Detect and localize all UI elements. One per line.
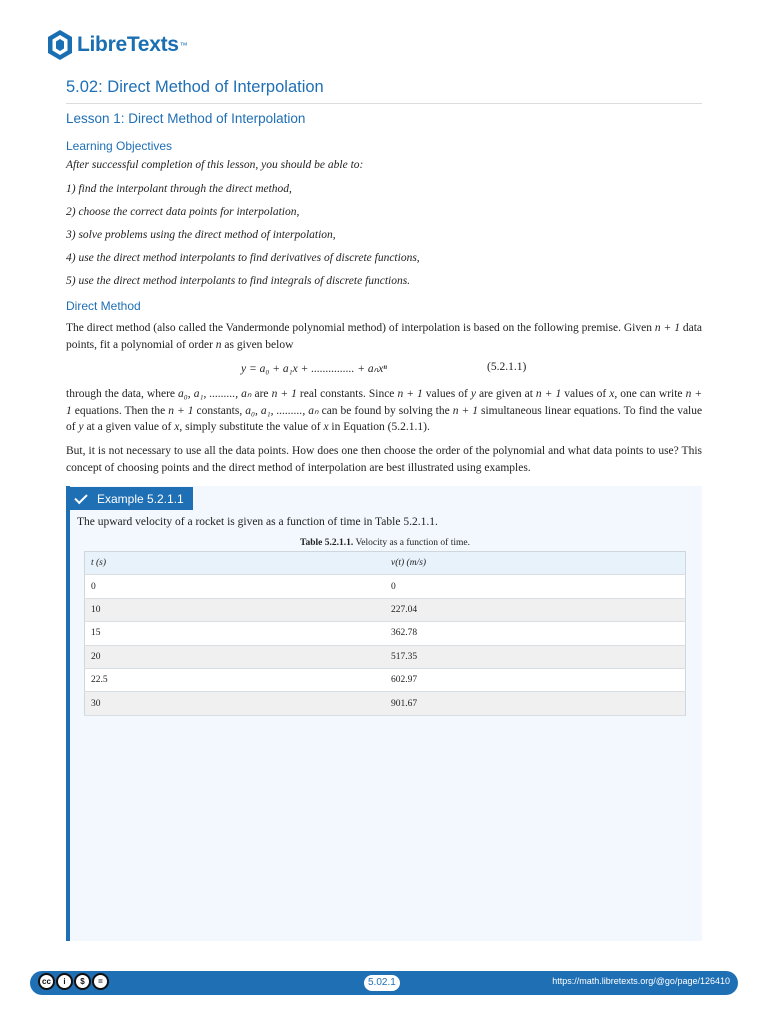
text-run: simultaneous linear equations. To find the value of	[66, 404, 703, 433]
table-cell: 30	[85, 692, 386, 715]
logo-tm: ™	[179, 40, 188, 50]
math-x: x	[174, 421, 180, 433]
math-n-plus-1: n + 1	[66, 388, 703, 417]
logo-text: LibreTexts	[77, 33, 179, 56]
objectives-list	[66, 182, 420, 297]
noderivatives-icon: =	[92, 973, 109, 990]
text-run: , simply substitute the value of	[179, 421, 321, 433]
libretexts-logo-icon	[46, 29, 74, 61]
direct-method-paragraph-3: But, it is not necessary to use all the data points. How does one then choose the order of the polynomial and what data points to use? This concept of choosing points and the direct method of interpolation are best illustrated using examples.	[66, 445, 702, 474]
table-header-row	[85, 552, 686, 575]
text-run: in Equation	[331, 421, 385, 433]
table-cell: 0	[385, 575, 686, 598]
page-title: 5.02: Direct Method of Interpolation	[66, 78, 702, 104]
text-run: are given at	[478, 388, 533, 400]
text-run: one can write	[620, 388, 683, 400]
math-x: x	[609, 388, 615, 400]
objectives-intro: After successful completion of this lesson, you should be able to:	[66, 159, 364, 171]
text-run: data points, fit a polynomial of order	[66, 322, 703, 351]
table-cell: 901.67	[385, 692, 686, 715]
table-cell: 602.97	[385, 668, 686, 691]
example-label	[66, 487, 193, 510]
libretexts-logo[interactable]	[46, 28, 188, 62]
math-n-plus-1: n + 1	[654, 322, 680, 334]
equation-text: y = a₀ + a₁x + ............... + aₙxⁿ	[241, 363, 387, 375]
cc-license-badge[interactable]	[38, 973, 109, 990]
equation-reference-link[interactable]: (5.2.1.1)	[387, 421, 427, 433]
math-n-plus-1: n + 1	[452, 404, 478, 417]
page-url-link[interactable]: https://math.libretexts.org/@go/page/126410	[552, 976, 730, 986]
learning-objectives-heading: Learning Objectives	[66, 139, 173, 153]
table-row	[85, 575, 686, 598]
text-run: at a given value of	[86, 421, 172, 433]
page-number: 5.02.1	[364, 975, 400, 991]
math-n-plus-1: n + 1	[397, 388, 423, 400]
table-row	[85, 645, 686, 668]
attribution-icon: i	[56, 973, 73, 990]
table-row	[85, 692, 686, 715]
table-cell: 15	[85, 622, 386, 645]
math-n-plus-1: n + 1	[271, 388, 297, 400]
table-header-velocity: v(t) (m/s)	[385, 552, 686, 575]
lesson-title: Lesson 1: Direct Method of Interpolation	[66, 111, 306, 126]
table-cell: 227.04	[385, 598, 686, 621]
table-caption-text: Velocity as a function of time.	[355, 538, 470, 548]
math-n: n	[215, 338, 222, 351]
table-cell: 20	[85, 645, 386, 668]
text-run: as given below	[224, 338, 294, 351]
objective-item: 1) find the interpolant through the direct method,	[66, 183, 292, 195]
direct-method-heading: Direct Method	[66, 299, 141, 313]
text-run: can be found by solving the	[321, 404, 450, 417]
table-row	[85, 622, 686, 645]
noncommercial-icon: $	[74, 973, 91, 990]
check-icon	[74, 490, 87, 503]
table-cell: 362.78	[385, 622, 686, 645]
math-y: y	[470, 388, 476, 400]
equation-number: (5.2.1.1)	[487, 361, 527, 373]
equation-polynomial	[241, 361, 387, 375]
math-coefficients: a₀, a₁, ........., aₙ	[178, 388, 252, 400]
example-text: The upward velocity of a rocket is given as a function of time in Table 5.2.1.1.	[77, 516, 438, 528]
text-run: are	[254, 388, 269, 400]
text-run: equations. Then the	[74, 404, 166, 417]
cc-icon: cc	[38, 973, 55, 990]
objective-item: 4) use the direct method interpolants to find derivatives of discrete functions,	[66, 252, 420, 264]
objective-item: 2) choose the correct data points for interpolation,	[66, 206, 300, 218]
page-footer	[30, 971, 738, 995]
table-cell: 22.5	[85, 668, 386, 691]
math-n-plus-1: n + 1	[535, 388, 562, 400]
table-row	[85, 598, 686, 621]
text-run: The upward velocity of a rocket is given as a function of time in Table	[77, 516, 401, 528]
table-caption-label: Table 5.2.1.1.	[300, 538, 354, 548]
math-y: y	[78, 421, 84, 433]
text-run: values of	[425, 388, 468, 400]
math-n-plus-1: n + 1	[168, 404, 194, 417]
table-cell: 10	[85, 598, 386, 621]
direct-method-paragraph-1	[66, 320, 702, 353]
text-run: real constants. Since	[299, 388, 395, 400]
objective-item: 5) use the direct method interpolants to find integrals of discrete functions.	[66, 275, 411, 287]
math-coefficients: a₀, a₁, ........., aₙ	[245, 404, 319, 417]
table-row	[85, 668, 686, 691]
text-run: The direct method (also called the Vandermonde polynomial method) of interpolation is based on the following premise. Given	[66, 322, 652, 334]
text-run: values of	[564, 388, 607, 400]
math-x: x	[323, 421, 329, 433]
table-header-time: t (s)	[85, 552, 386, 575]
direct-method-paragraph-2: through the data, where a₀, a₁, ........., aₙ are n + 1 real constants. Since n + 1 values of y are given at n + 1 values of x, one can write n + 1 equations. Then the n + 1 constants, a₀, a₁, ........., aₙ can be found by solving the n + 1 simultaneous linear equations. To find the value of y at a given value of x, simply substitute the value of x in Equation (5.2.1.1).	[66, 388, 703, 433]
objective-item: 3) solve problems using the direct method of interpolation,	[66, 229, 336, 241]
table-reference-link[interactable]: 5.2.1.1	[403, 516, 435, 528]
text-run: through the data, where	[66, 388, 176, 400]
example-label-text: Example 5.2.1.1	[97, 491, 184, 506]
table-cell: 0	[85, 575, 386, 598]
table-cell: 517.35	[385, 645, 686, 668]
table-caption	[84, 538, 686, 548]
text-run: constants,	[196, 404, 243, 417]
velocity-table	[84, 551, 686, 716]
